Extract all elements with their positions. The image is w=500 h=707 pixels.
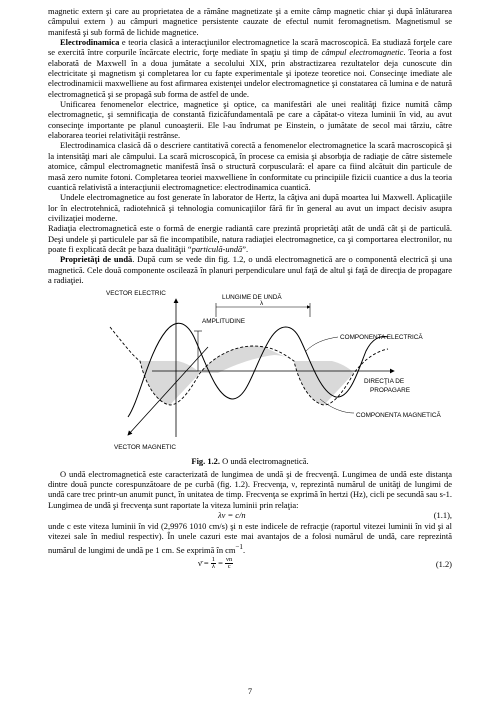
paragraph-hertz: Undele electromagnetice au fost generate în laborator de Hertz, la câţiva ani după moartea lui Maxwell. Aplicaţiile lor în electrotehnică, radiotehnică şi tehnologia comunicaţiilor fără fir în general au avut un impact decisiv asupra civilizaţiei moderne.	[48, 192, 452, 223]
formula-1-1-expression: λν = c/n	[218, 510, 246, 520]
paragraph-speed-of-light: unde c este viteza luminii în vid (2,9976 1010 cm/s) şi n este indicele de refracţie (raportul vitezei luminii în vid şi al vitezei sale în mediul respectiv). În unele cazuri este mai avantajos de a folosi numărul de undă, care reprezintă numărul de lungimi de undă pe 1 cm. Se exprimă în $cm^{-1}$.	[48, 521, 452, 555]
label-lambda: λ	[260, 300, 264, 308]
formula-1-1-number: (1.1),	[433, 510, 452, 520]
paragraph-classical-electrodynamics: Electrodinamica clasică dă o descriere cantitativă corectă a fenomenelor electromagnetice la scară macroscopică şi la intensităţi mari ale câmpului. La scară microscopică, în procese ca emisia şi absorbţia de radiaţie de către sistemele atomice, câmpul electromagnetic manifestă însă o structură corpusculară: el apare ca fiind alcătuit din particule de masă zero numite fotoni. Completarea teoriei maxwelliene în conformitate cu principiile fizicii cuantice a dus la teoria cuantică relativistă a interacţiunii electromagnetice: electrodinamica cuantică.	[48, 140, 452, 192]
em-wave-diagram	[48, 287, 452, 455]
term-electromagnetic-field: câmpul electromagnetic	[321, 47, 404, 58]
page-content	[48, 6, 452, 571]
fraction-1: $\frac{1}{\lambda}$	[211, 555, 216, 571]
term-electrodynamics: Electrodinamica	[60, 37, 120, 48]
formula-1-2-number: (1.2)	[435, 558, 452, 569]
label-magnetic-vector: VECTOR MAGNETIC	[114, 444, 177, 452]
label-magnetic-component: COMPONENTA MAGNETICĂ	[356, 412, 441, 420]
label-wavelength: LUNGIME DE UNDĂ	[222, 294, 282, 302]
formula-1-1	[48, 510, 452, 521]
label-electric-component: COMPONENTA ELECTRICĂ	[340, 334, 423, 342]
paragraph-wavelength-frequency: O undă electromagnetică este caracterizată de lungimea de undă şi de frecvenţă. Lungimea de undă este distanţa dintre două puncte corespunzătoare de pe curbă (fig. 1.2). Frecvenţa, ν, reprezintă numărul de unităţi de lungimi de undă care trec printr-un anumit punct, în unitatea de timp. Frecvenţa se exprimă în hertzi (Hz), cicli pe secundă sau s-1. Lungimea de undă şi frecvenţa sunt raportate la viteza luminii prin relaţia:	[48, 468, 452, 510]
paragraph-wave-properties: Proprietăţi de undă. După cum se vede din fig. 1.2, o undă electromagnetică are o componentă electrică şi una magnetică. Cele două componente oscilează în planuri perpendiculare unul faţă de altul şi faţă de direcţia de propagare a radiaţiei.	[48, 254, 452, 285]
term-particle-wave: particulă-undă	[191, 243, 243, 254]
paragraph-electrodynamics: Electrodinamica e teoria clasică a interacţiunilor electromagnetice la scară macroscopică. Ea studiază forţele care se exercită între corpurile încărcate electric, forţe mediate în spaţiu şi timp de câmpul electromagnetic. Teoria a fost elaborată de Maxwell în a doua jumătate a secolului XIX, prin abstractizarea rezultatelor deja cunoscute din electricitate şi magnetism şi completarea lor cu fapte experimentale şi ipoteze teoretice noi. Consecinţe imediate ale electrodinamicii maxwelliene au fost afirmarea existenţei undelor electromagnetice şi constatarea că lumina e de natură electromagnetică şi se propagă sub forma de astfel de unde.	[48, 37, 452, 99]
label-amplitude: AMPLITUDINE	[202, 318, 245, 326]
term-wave-properties: Proprietăţi de undă	[60, 254, 133, 265]
label-propagation-2: PROPAGARE	[370, 387, 411, 395]
figure-caption-label: Fig. 1.2.	[191, 456, 221, 467]
magnetic-wave-fill	[140, 346, 354, 405]
page-number: 7	[247, 686, 253, 696]
paragraph-unification: Unificarea fenomenelor electrice, magnetice şi optice, ca manifestări ale unei realităţi fizice numită câmp electromagnetic, şi semnificaţia de constantă fizicăfundamentală pe care a căpătat-o viteza luminii în vid, au avut consecinţe importante pe planul cunoaşterii. Ele l-au îndrumat pe Einstein, o jumătate de secol mai târziu, către elaborarea teoriei relativităţii restrânse.	[48, 99, 452, 141]
paragraph-radiation: Radiaţia electromagnetică este o formă de energie radiantă care prezintă proprietăţi atât de undă cât şi de particulă. Deşi undele şi particulele par să fie incompatibile, natura radiaţiei electromagnetice, ca şi comportarea electronilor, nu poate fi explicată decât pe baza dualităţii “particulă-undă”.	[48, 223, 452, 254]
figure-caption: Fig. 1.2. O undă electromagnetică.	[191, 456, 309, 467]
label-propagation-1: DIRECŢIA DE	[364, 378, 405, 386]
formula-1-2-expression: ν̄ = $\frac{1}{\lambda}$ = $\frac{\nu n}{c}$	[198, 555, 233, 571]
fraction-2: $\frac{\nu n}{c}$	[226, 555, 233, 571]
figure-em-wave	[48, 287, 452, 455]
magnetic-vector-axis	[128, 347, 208, 435]
paragraph-ferromagnetism: magnetic extern şi care au proprietatea de a rămâne magnetizate şi a emite câmp magnetic chiar şi după înlăturarea câmpului extern ) au câmpuri magnetice persistente cauzate de efectul numit feromagnetism. Magnetismul se manifestă şi sub formă de lichide magnetice.	[48, 6, 452, 37]
label-electric-vector: VECTOR ELECTRIC	[106, 290, 166, 298]
formula-1-2	[48, 555, 452, 571]
